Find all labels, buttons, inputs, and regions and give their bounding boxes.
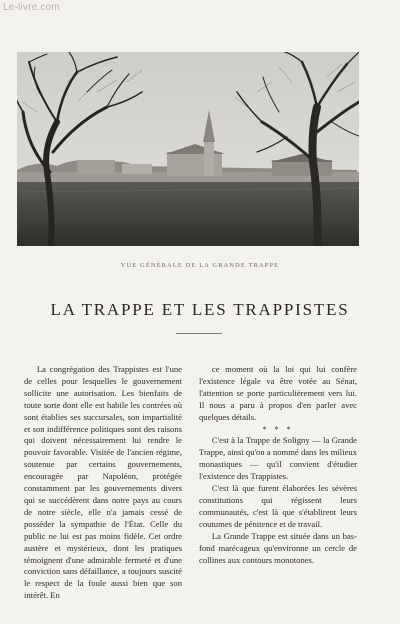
watermark: Le-livre.com xyxy=(3,2,60,13)
body-paragraph: ce moment où la loi qui lui confère l'existence légale va être votée au Sénat, l'attention se porte particulièrement vers lui. Il nous a paru à propos d'en parler avec quelques détails. xyxy=(199,364,357,422)
right-column xyxy=(199,364,357,566)
photo-illustration xyxy=(17,52,359,246)
abbey-tower xyxy=(204,140,214,176)
figure-caption: VUE GÉNÉRALE DE LA GRANDE TRAPPE xyxy=(120,262,280,269)
body-paragraph: C'est à la Trappe de Soligny — la Grande Trappe, ainsi qu'on a nommé dans les milieux monastiques — qu'il convient d'étudier l'existence des Trappistes. xyxy=(199,435,357,482)
title-rule xyxy=(176,333,222,334)
body-paragraph: La congrégation des Trappistes est l'une de celles pour lesquelles le gouvernement sollicite une autorisation. Les bienfaits de toute sorte dont elle est habile les contrées où sont établies ses succursales, son impartialité et son indifférence politiques sont des raisons qui doivent nécessairement lui rendre le pouvoir favorable. Visitée de l'ancien régime, soutenue par certains gouvernements, encouragée par Napoléon, protégée constamment par les gouvernements divers qui se succédèrent dans notre pays au cours de notre siècle, elle n'a jamais cessé de posséder la sympathie de l'État. Celle du public ne lui est pas moins fidèle. Cet ordre austère et mystérieux, dont les pratiques témoignent d'une admirable fermeté et d'une conviction sans défaillance, a toujours suscité le respect de la foule aussi bien que son intérêt. En xyxy=(24,364,182,601)
body-paragraph: La Grande Trappe est située dans un bas-fond marécageux qu'environne un cercle de collines aux contours monotones. xyxy=(199,530,357,565)
section-separator: * * * xyxy=(262,424,294,434)
article-title: LA TRAPPE ET LES TRAPPISTES xyxy=(50,300,350,319)
left-column xyxy=(24,364,182,602)
body-paragraph: C'est là que furent élaborées les sévères constitutions qui régissent leurs communautés, c'est là que s'établirent leurs coutumes de pénitence et de travail. xyxy=(199,483,357,529)
abbey-photograph xyxy=(17,52,359,246)
